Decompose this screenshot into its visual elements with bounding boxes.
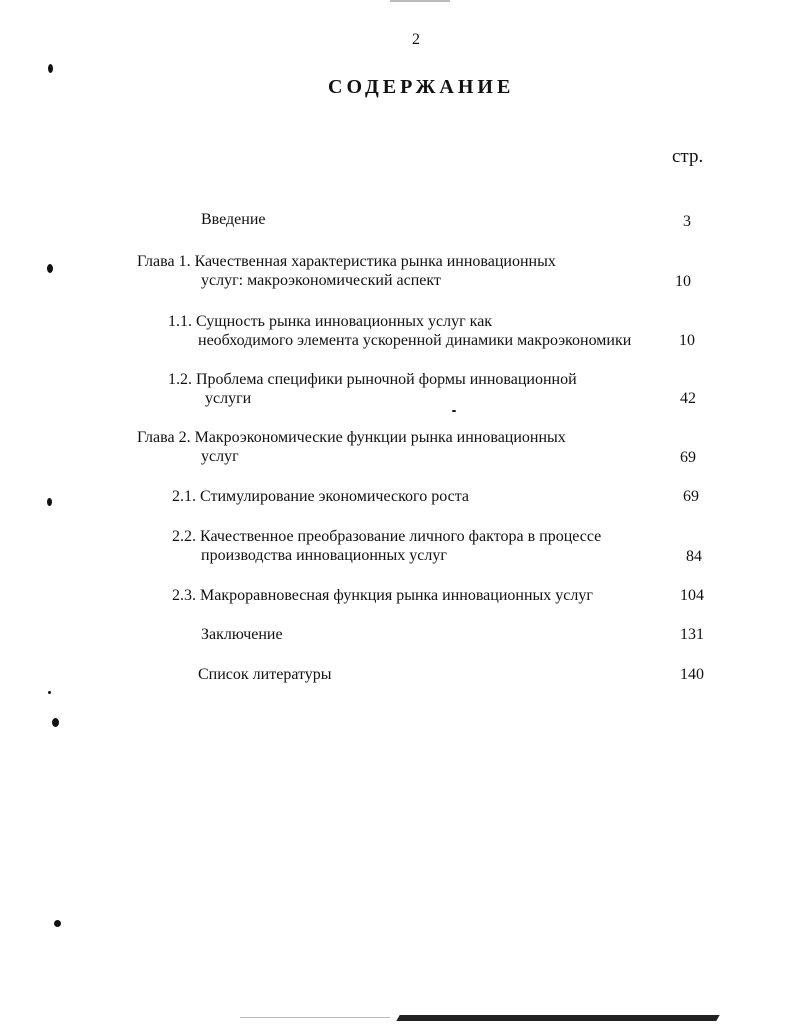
toc-section-2-2-page: 84 [686,548,702,565]
scan-top-edge [390,0,450,2]
toc-section-2-1-page: 69 [683,488,699,505]
toc-section-2-1-title: 2.1. Стимулирование экономического роста [172,488,469,505]
toc-section-1-2-title-line1: 1.2. Проблема специфики рыночной формы инновационной [168,371,577,388]
toc-chapter1-title-line1: Глава 1. Качественная характеристика рынка инновационных [137,253,556,270]
scan-speck [48,691,51,694]
toc-section-2-3-page: 104 [680,587,704,604]
toc-chapter1-title-line2: услуг: макроэкономический аспект [201,272,441,289]
toc-section-1-1-title-line1: 1.1. Сущность рынка инновационных услуг как [168,313,493,330]
toc-chapter2-title-line1: Глава 2. Макроэкономические функции рынка инновационных [137,429,566,446]
toc-intro-page: 3 [683,213,691,230]
toc-bibliography-page: 140 [680,666,704,683]
scan-bottom-edge [396,1015,719,1021]
toc-intro-title: Введение [201,211,266,228]
scan-speck [47,264,53,273]
toc-section-1-1-page: 10 [679,332,695,349]
pages-column-label: стр. [672,146,704,167]
toc-section-1-1-title-line2: необходимого элемента ускоренной динамики макроэкономики [198,332,632,349]
toc-bibliography-title: Список литературы [198,666,332,683]
scan-speck [52,718,59,727]
scan-speck [47,498,52,506]
toc-section-1-2-page: 42 [680,390,696,407]
page-title: СОДЕРЖАНИЕ [328,76,515,98]
toc-conclusion-page: 131 [680,626,704,643]
scan-speck [452,410,456,412]
scan-speck [48,64,53,73]
scan-speck [54,920,61,927]
page-number: 2 [412,31,420,48]
toc-chapter1-page: 10 [675,273,691,290]
scan-bottom-edge-faint [240,1017,390,1018]
toc-conclusion-title: Заключение [201,626,283,643]
toc-section-2-3-title: 2.3. Макроравновесная функция рынка инновационных услуг [172,587,593,604]
toc-chapter2-title-line2: услуг [201,448,239,465]
toc-section-1-2-title-line2: услуги [205,390,252,407]
toc-section-2-2-title-line1: 2.2. Качественное преобразование личного фактора в процессе [172,528,602,545]
toc-section-2-2-title-line2: производства инновационных услуг [201,547,447,564]
toc-chapter2-page: 69 [680,449,696,466]
